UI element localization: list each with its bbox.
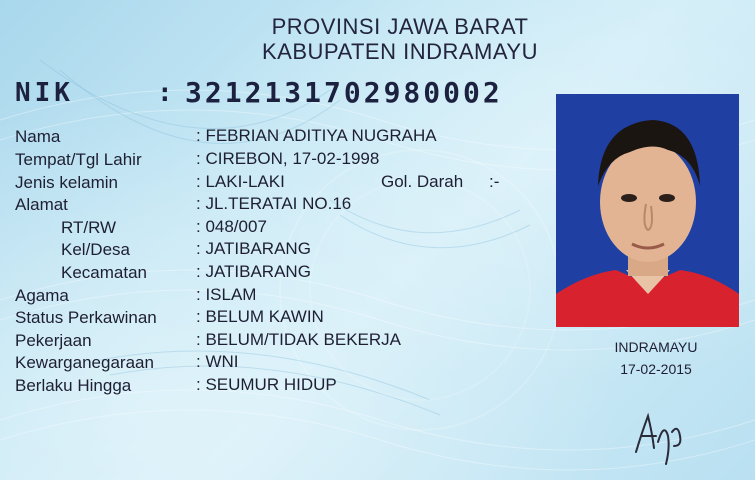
village-label: Kel/Desa — [61, 240, 130, 259]
signature — [628, 402, 688, 468]
province-title: PROVINSI JAWA BARAT — [271, 14, 529, 39]
holder-photo — [556, 94, 739, 327]
birth-label: Tempat/Tgl Lahir — [15, 150, 142, 169]
occupation-value: : BELUM/TIDAK BEKERJA — [196, 330, 401, 349]
valid-until-label: Berlaku Hingga — [15, 376, 132, 395]
blood-type-value: :- — [489, 172, 500, 191]
marital-status-label: Status Perkawinan — [15, 308, 157, 327]
issue-place: INDRAMAYU — [614, 339, 698, 355]
rt-rw-label: RT/RW — [61, 218, 117, 237]
nik-value: 3212131702980002 — [185, 76, 503, 109]
name-value: : FEBRIAN ADITIYA NUGRAHA — [196, 126, 437, 145]
citizenship-value: : WNI — [196, 352, 239, 371]
occupation-label: Pekerjaan — [15, 331, 92, 350]
citizenship-label: Kewarganegaraan — [15, 353, 154, 372]
religion-value: : ISLAM — [196, 285, 257, 304]
religion-label: Agama — [15, 286, 69, 305]
village-value: : JATIBARANG — [196, 239, 311, 258]
issue-date: 17-02-2015 — [620, 361, 692, 377]
nik-separator: : — [157, 78, 173, 108]
gender-value: : LAKI-LAKI — [196, 172, 285, 191]
rt-rw-value: : 048/007 — [196, 217, 267, 236]
marital-status-value: : BELUM KAWIN — [196, 307, 324, 326]
address-label: Alamat — [15, 195, 68, 214]
address-value: : JL.TERATAI NO.16 — [196, 194, 352, 213]
birth-value: : CIREBON, 17-02-1998 — [196, 149, 380, 168]
blood-type-label: Gol. Darah — [381, 172, 464, 191]
gender-label: Jenis kelamin — [15, 173, 118, 192]
valid-until-value: : SEUMUR HIDUP — [196, 375, 337, 394]
district-label: Kecamatan — [61, 263, 147, 282]
nik-label: NIK — [15, 78, 74, 108]
district-value: : JATIBARANG — [196, 262, 311, 281]
regency-title: KABUPATEN INDRAMAYU — [262, 39, 538, 64]
name-label: Nama — [15, 127, 61, 146]
